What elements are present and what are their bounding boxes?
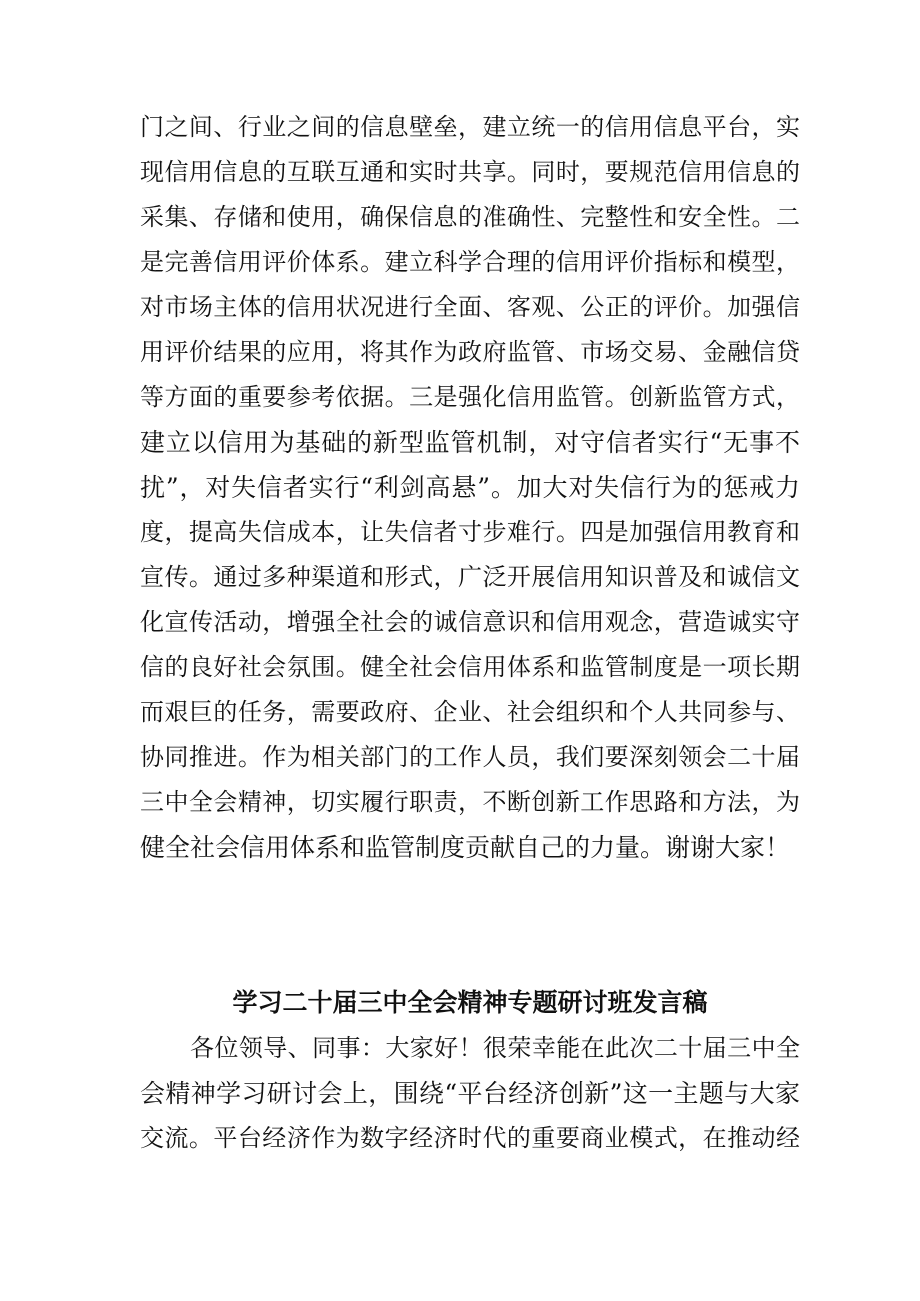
paragraph-line: 交流。平台经济作为数字经济时代的重要商业模式，在推动经	[140, 1124, 800, 1152]
paragraph-line: 协同推进。作为相关部门的工作人员，我们要深刻领会二十届	[140, 743, 800, 771]
paragraph-line: 对市场主体的信用状况进行全面、客观、公正的评价。加强信	[140, 293, 800, 321]
paragraph-line: 等方面的重要参考依据。三是强化信用监管。创新监管方式，	[140, 383, 800, 411]
paragraph-line: 是完善信用评价体系。建立科学合理的信用评价指标和模型，	[140, 248, 800, 276]
section-paragraph	[140, 1026, 800, 1161]
paragraph-line: 健全社会信用体系和监管制度贡献自己的力量。谢谢大家！	[140, 833, 791, 862]
paragraph-line: 现信用信息的互联互通和实时共享。同时，要规范信用信息的	[140, 158, 800, 186]
paragraph-line: 会精神学习研讨会上，围绕“平台经济创新”这一主题与大家	[140, 1079, 800, 1108]
paragraph-line: 宣传。通过多种渠道和形式，广泛开展信用知识普及和诚信文	[140, 563, 800, 591]
paragraph-line: 三中全会精神，切实履行职责，不断创新工作思路和方法，为	[140, 788, 800, 816]
paragraph-line: 各位领导、同事：大家好！很荣幸能在此次二十届三中全	[190, 1034, 800, 1062]
paragraph-line: 采集、存储和使用，确保信息的准确性、完整性和安全性。二	[140, 203, 800, 231]
paragraph-line: 化宣传活动，增强全社会的诚信意识和信用观念，营造诚实守	[140, 608, 800, 636]
paragraph-line: 用评价结果的应用，将其作为政府监管、市场交易、金融信贷	[140, 338, 800, 366]
paragraph-line: 扰”，对失信者实行“利剑高悬”。加大对失信行为的惩戒力	[140, 473, 800, 502]
paragraph-line: 而艰巨的任务，需要政府、企业、社会组织和个人共同参与、	[140, 698, 800, 726]
paragraph-line: 信的良好社会氛围。健全社会信用体系和监管制度是一项长期	[140, 653, 800, 681]
paragraph-line: 门之间、行业之间的信息壁垒，建立统一的信用信息平台，实	[140, 113, 800, 141]
section-title: 学习二十届三中全会精神专题研讨班发言稿	[232, 988, 708, 1017]
paragraph-line: 度，提高失信成本，让失信者寸步难行。四是加强信用教育和	[140, 518, 800, 546]
paragraph-line: 建立以信用为基础的新型监管机制，对守信者实行“无事不	[140, 428, 800, 457]
body-paragraph	[140, 105, 800, 870]
